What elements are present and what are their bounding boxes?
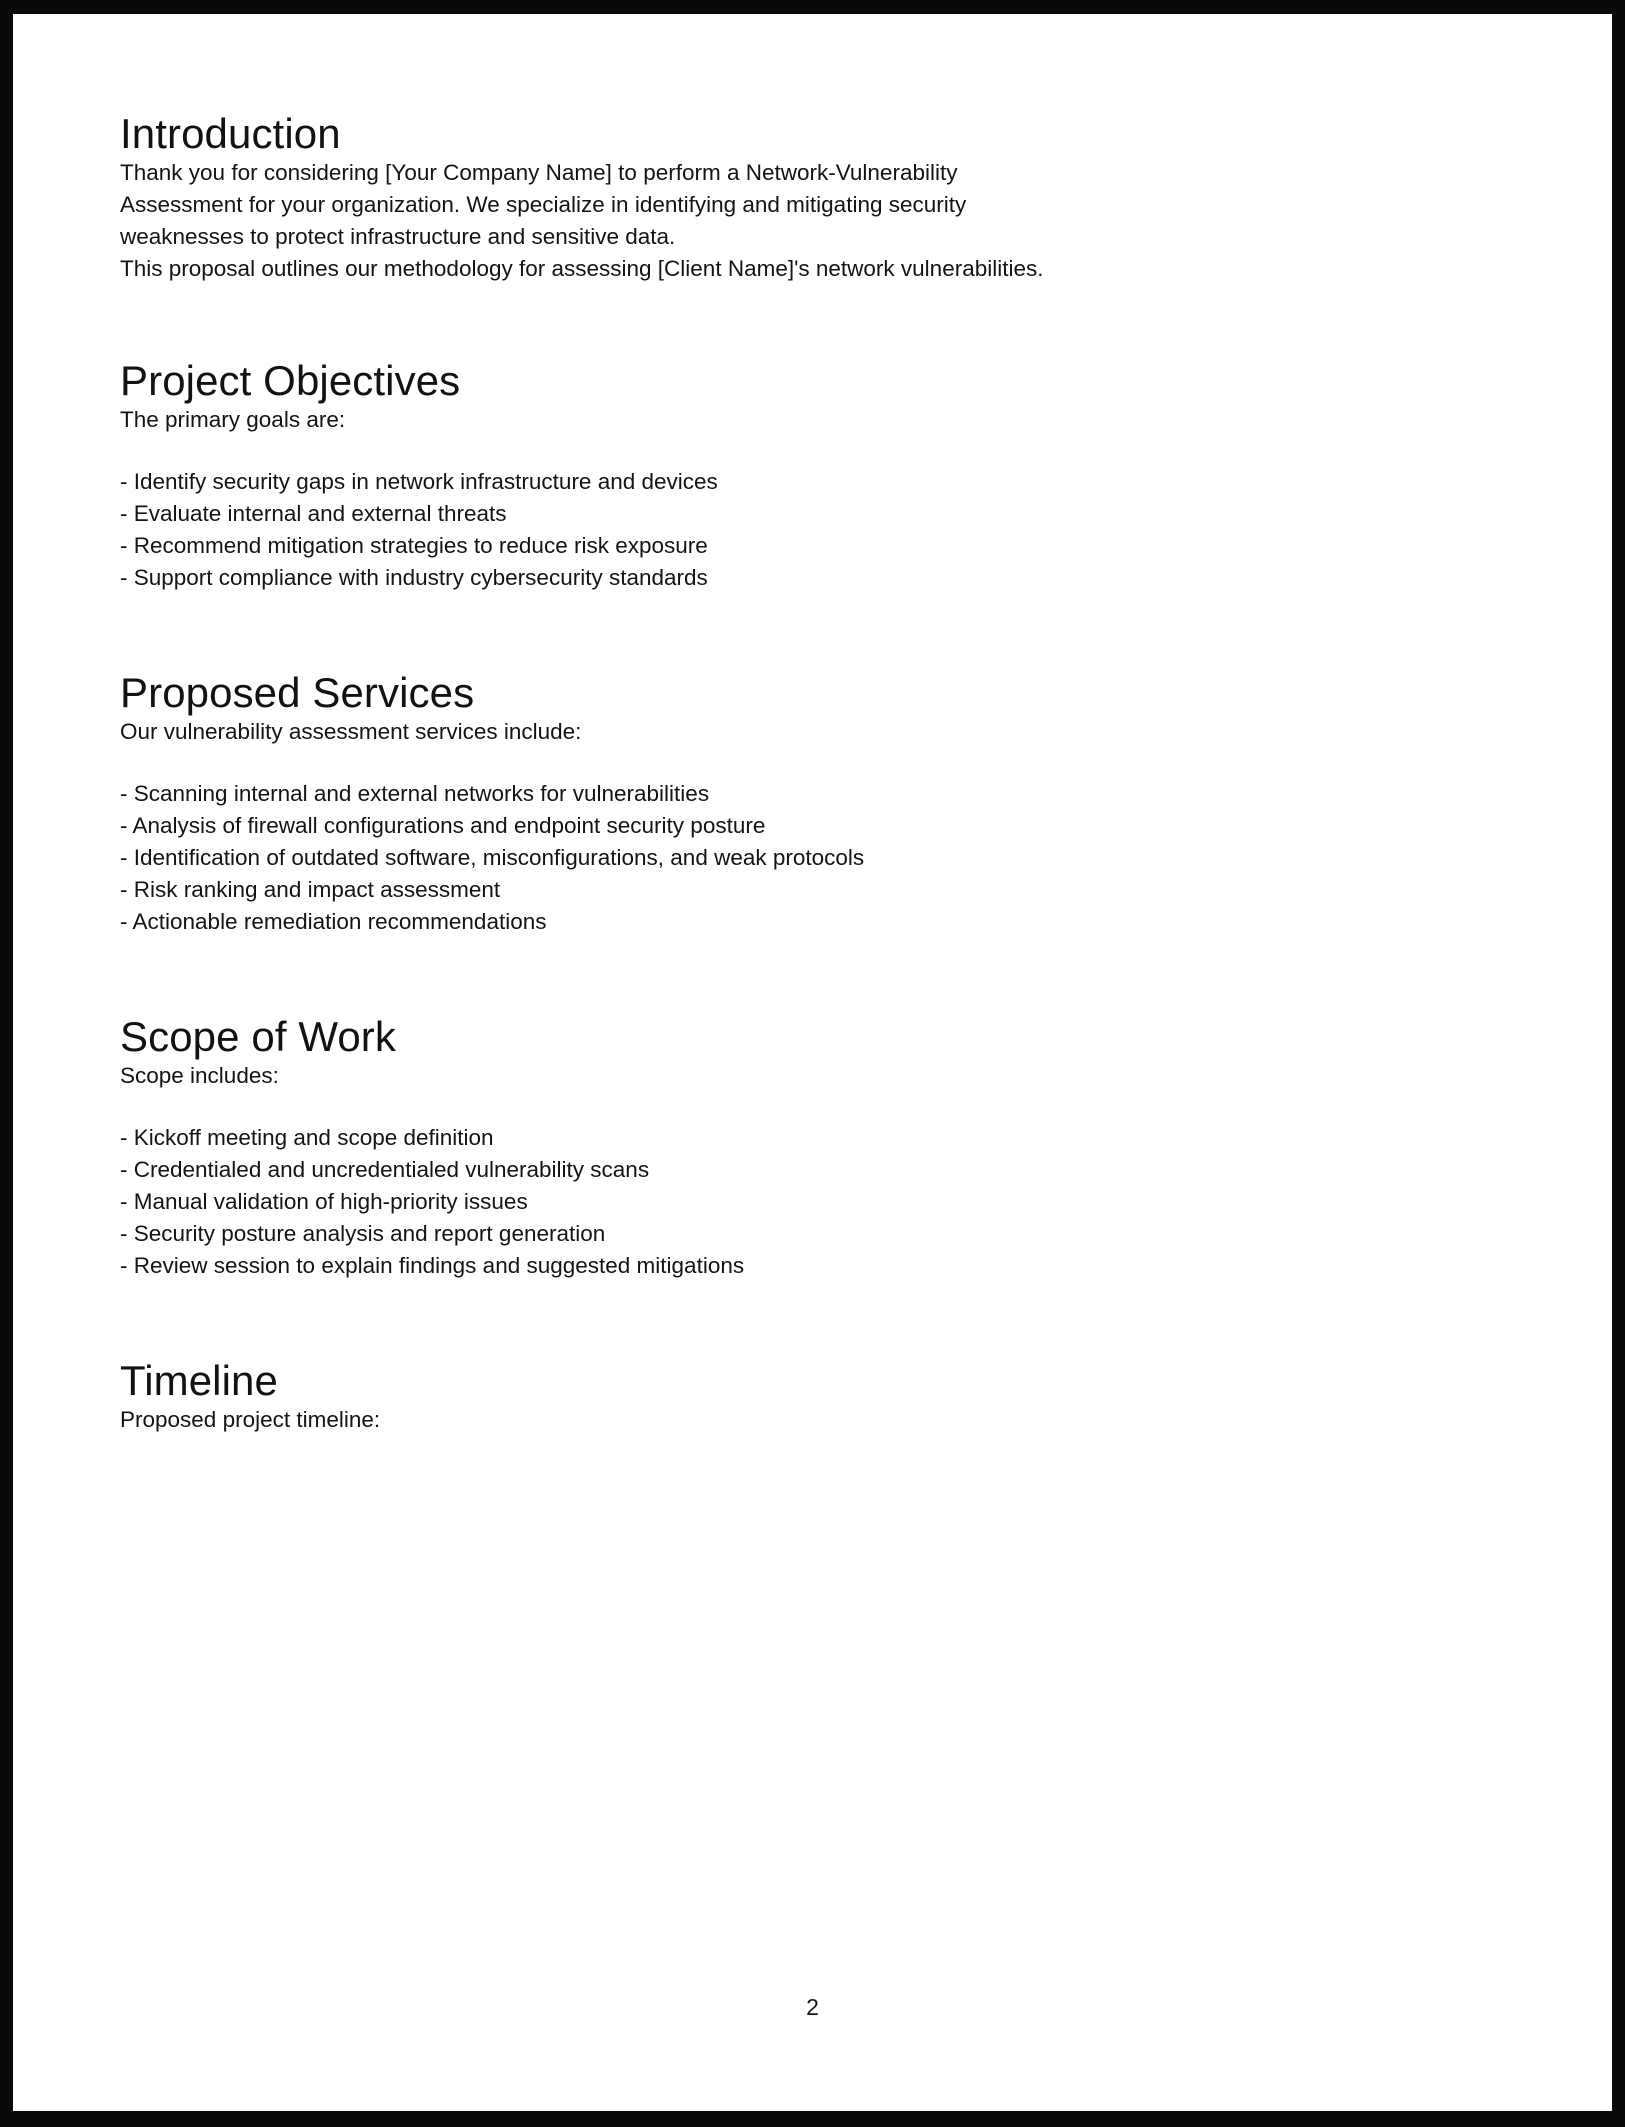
section-introduction [120, 110, 1440, 285]
section-project-objectives [120, 357, 1440, 594]
list-item: - Security posture analysis and report generation [120, 1221, 606, 1247]
list-item: - Actionable remediation recommendations [120, 909, 547, 935]
list-item: - Kickoff meeting and scope definition [120, 1125, 494, 1151]
list-item: - Analysis of firewall configurations and endpoint security posture [120, 813, 766, 839]
heading-introduction: Introduction [120, 110, 341, 157]
paragraph-introduction-1: Thank you for considering [Your Company Name] to perform a Network-Vulnerability Assessment for your organization. We specialize in identifying and mitigating security weaknesses to protect infrastructure and sensitive data. [120, 160, 967, 250]
heading-project-objectives: Project Objectives [120, 357, 461, 405]
section-scope-of-work [120, 1013, 1440, 1282]
list-item: - Manual validation of high-priority issues [120, 1189, 528, 1215]
page-number: 2 [806, 1994, 819, 2020]
list-item: - Support compliance with industry cybersecurity standards [120, 565, 708, 591]
list-item: - Scanning internal and external networks for vulnerabilities [120, 781, 710, 807]
heading-scope-of-work: Scope of Work [120, 1013, 396, 1061]
list-item: - Risk ranking and impact assessment [120, 877, 501, 903]
document-body [120, 110, 1440, 1436]
heading-proposed-services: Proposed Services [120, 669, 475, 717]
section-timeline [120, 1357, 1440, 1436]
list-proposed-services [120, 778, 1440, 938]
paragraph-introduction-2: This proposal outlines our methodology for assessing [Client Name]'s network vulnerabilities. [120, 256, 1044, 282]
list-scope-of-work [120, 1122, 1440, 1282]
list-item: - Evaluate internal and external threats [120, 501, 507, 527]
section-proposed-services [120, 669, 1440, 938]
list-project-objectives [120, 466, 1440, 594]
heading-timeline: Timeline [120, 1357, 278, 1405]
list-item: - Identify security gaps in network infrastructure and devices [120, 469, 718, 495]
list-item: - Credentialed and uncredentialed vulnerability scans [120, 1157, 650, 1183]
paragraph-scope-of-work-lead: Scope includes: [120, 1063, 279, 1089]
list-item: - Recommend mitigation strategies to reduce risk exposure [120, 533, 708, 559]
list-item: - Review session to explain findings and suggested mitigations [120, 1253, 745, 1279]
paragraph-timeline-lead: Proposed project timeline: [120, 1407, 381, 1433]
paragraph-proposed-services-lead: Our vulnerability assessment services include: [120, 719, 582, 745]
paragraph-project-objectives-lead: The primary goals are: [120, 407, 346, 433]
list-item: - Identification of outdated software, misconfigurations, and weak protocols [120, 845, 865, 871]
page-sheet [13, 14, 1612, 2111]
